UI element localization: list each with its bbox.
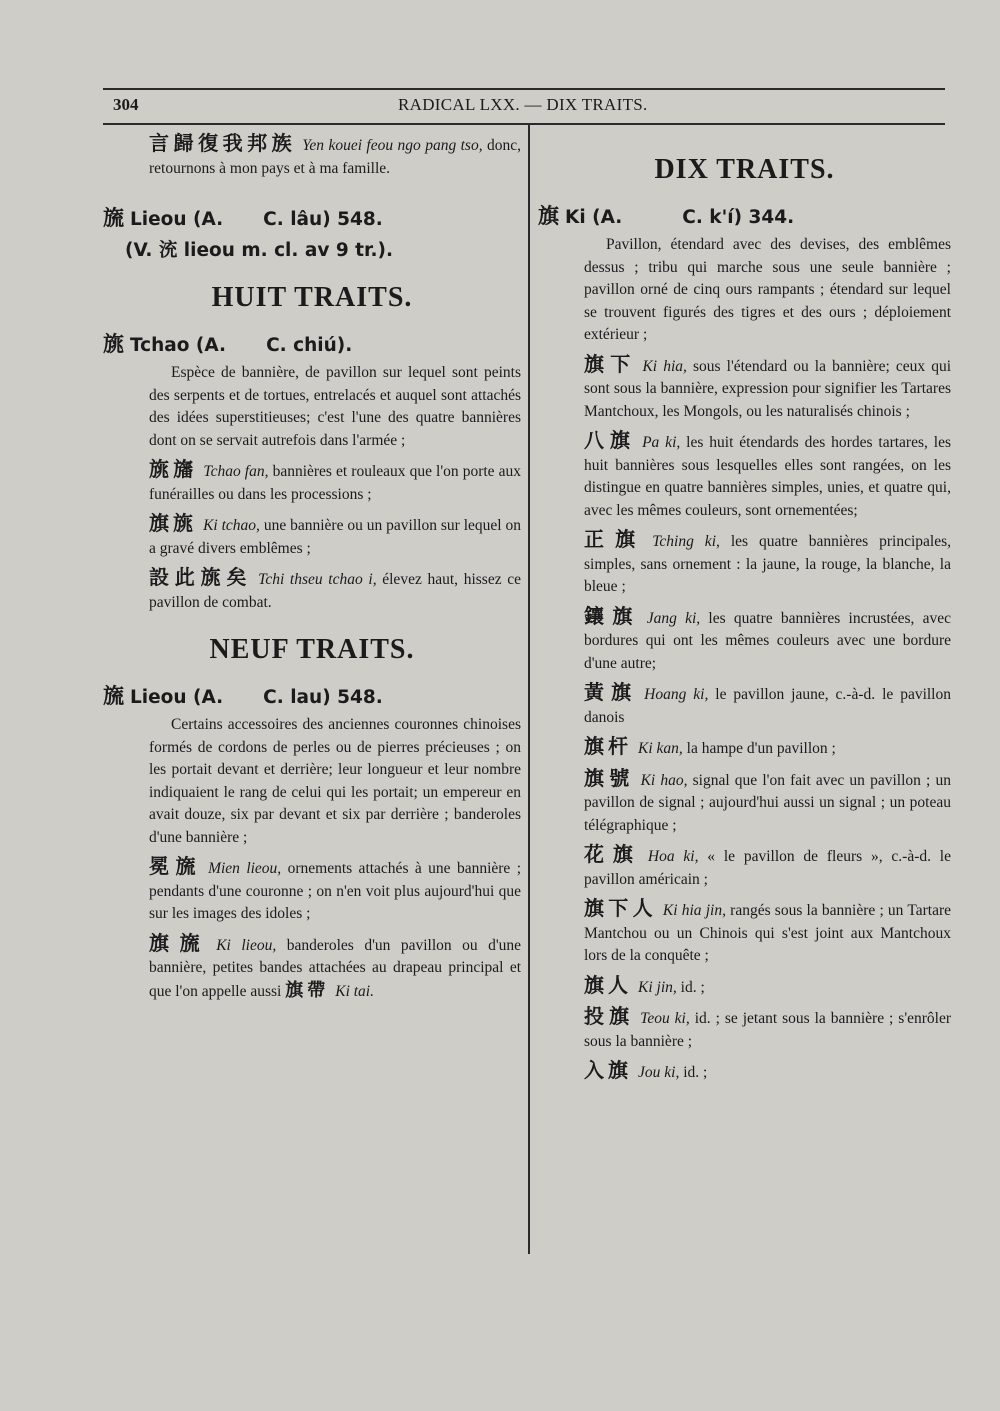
compound-entry bbox=[103, 458, 521, 506]
romanization: Yen kouei feou ngo pang tso, bbox=[302, 137, 483, 154]
definition: bannières et rouleaux que l'on porte aux funérailles ou dans les processions ; bbox=[149, 463, 522, 503]
cjk-term: 入旗 bbox=[584, 1058, 632, 1082]
definition: signal que l'on fait avec un pavillon ; un pavillon de signal ; aujourd'hui aussi un signal ; un poteau télégraphique ; bbox=[584, 771, 951, 834]
definition: banderoles d'un pavillon ou d'une bannière, petites bandes attachées au drapeau principal et que l'on appelle aussi bbox=[149, 936, 522, 1000]
cjk-headword: 旒 bbox=[103, 684, 124, 708]
cjk-term: 旗旐 bbox=[149, 511, 198, 535]
headword-reading: Lieou (A. bbox=[130, 687, 224, 708]
cjk-term: 旗帶 bbox=[285, 979, 330, 1001]
definition: id. ; se jetant sous la bannière ; s'enrôler sous la bannière ; bbox=[584, 1010, 951, 1050]
romanization: Ki jin, bbox=[638, 978, 677, 996]
cjk-headword: 旗 bbox=[538, 204, 559, 228]
romanization: Ki hia jin, bbox=[662, 902, 726, 919]
compound-entry bbox=[538, 605, 951, 676]
romanization: Hoa ki, bbox=[647, 848, 699, 865]
cjk-headword: 旐 bbox=[103, 332, 124, 356]
page-header bbox=[103, 92, 945, 122]
cjk-term: 旗下人 bbox=[584, 896, 657, 920]
definition: donc, retournons à mon pays et à ma famille. bbox=[149, 137, 521, 177]
cjk-headword: 旒 bbox=[103, 206, 124, 230]
cjk-term: 鑲旗 bbox=[584, 603, 641, 628]
romanization: Tchao fan, bbox=[203, 463, 269, 480]
compound-entry bbox=[538, 1059, 951, 1085]
cantonese-reading: C. lau) 548. bbox=[263, 687, 383, 708]
compound-entry bbox=[538, 353, 951, 424]
romanization: Jou ki, bbox=[638, 1064, 680, 1081]
headword-lieou-2 bbox=[103, 680, 521, 710]
romanization: Ki hia, bbox=[642, 357, 687, 375]
cantonese-reading: C. lâu) 548. bbox=[263, 209, 383, 230]
headword-reading: Tchao (A. bbox=[130, 335, 227, 356]
definition: une bannière ou un pavillon sur lequel on a gravé divers emblêmes ; bbox=[149, 517, 521, 557]
section-heading-dix: DIX TRAITS. bbox=[654, 154, 835, 185]
cjk-term: 旗人 bbox=[584, 972, 632, 997]
definition: la hampe d'un pavillon ; bbox=[682, 740, 836, 757]
compound-entry bbox=[538, 767, 951, 838]
headword-tchao bbox=[103, 328, 521, 358]
romanization: Ki tchao, bbox=[203, 517, 260, 534]
romanization: Jang ki, bbox=[646, 609, 701, 627]
section-heading-huit: HUIT TRAITS. bbox=[211, 282, 413, 313]
definition-ki: Pavillon, étendard avec des devises, des emblêmes dessus ; tribu qui marche sous une seule bannière ; pavillon orné de cinq ours rampants ; étendard sur lequel se trouvent figurés des tigres et des ours ; déploiement extérieur ; bbox=[584, 236, 951, 343]
cjk-term: 花旗 bbox=[584, 842, 642, 866]
headword-reading: Ki (A. bbox=[565, 207, 623, 228]
left-column bbox=[103, 132, 521, 1009]
running-head: RADICAL LXX. — DIX TRAITS. bbox=[398, 95, 648, 114]
romanization: Tchi thseu tchao i, bbox=[258, 571, 377, 588]
definition-tchao: Espèce de bannière, de pavillon sur lequel sont peints des serpents et de tortues, entrelacés et auquel sont attachés des idées superstitieuses; c'est l'une des quatre bannières dont on se servait autrefois dans l'armée ; bbox=[149, 364, 521, 449]
headword-reading: Lieou (A. bbox=[130, 209, 224, 230]
page-number: 304 bbox=[113, 95, 139, 114]
cjk-term: 旗杆 bbox=[584, 734, 632, 758]
definition: id. ; bbox=[676, 978, 705, 996]
definition: sous l'étendard ou la bannière; ceux qui sont sous la bannière, expression pour signifier les Tartares Mantchoux, les Mongols, ou les naturalisés chinois ; bbox=[584, 357, 952, 420]
romanization: Mien lieou, bbox=[208, 860, 282, 877]
compound-entry bbox=[538, 429, 951, 522]
compound-entry bbox=[538, 897, 951, 968]
cjk-term: 旗號 bbox=[584, 765, 635, 790]
definition: le pavillon jaune, c.-à-d. le pavillon danois bbox=[584, 686, 951, 726]
compound-entry bbox=[538, 735, 951, 761]
definition: id. ; bbox=[679, 1064, 708, 1081]
column-divider bbox=[528, 124, 530, 1254]
headword-lieou bbox=[103, 202, 521, 232]
variant-note: (V. 㳘 lieou m. cl. av 9 tr.). bbox=[125, 240, 394, 261]
definition: les huit étendards des hordes tartares, les huit bannières sous lesquelles elles sont rangées, on les distingue en quatre bannières simples, unies, et quatre qui, avec les mêmes couleurs, sont ornementées; bbox=[584, 434, 951, 519]
romanization: Teou ki, bbox=[640, 1010, 690, 1027]
definition: rangés sous la bannière ; un Tartare Mantchou ou un Chinois qui s'est joint aux Mantchoux lors de la conquête ; bbox=[584, 902, 951, 964]
cjk-term: 設此旐矣 bbox=[149, 565, 253, 589]
right-column bbox=[538, 132, 951, 1091]
romanization: Ki hao, bbox=[640, 771, 688, 789]
romanization: Pa ki, bbox=[642, 434, 681, 451]
definition: élevez haut, hissez ce pavillon de combat. bbox=[149, 571, 521, 611]
romanization: Tching ki, bbox=[652, 533, 720, 550]
headword-ki bbox=[538, 200, 951, 230]
compound-entry bbox=[538, 528, 951, 599]
compound-entry bbox=[538, 1005, 951, 1053]
cjk-term: 旗下 bbox=[584, 351, 637, 376]
compound-entry bbox=[538, 681, 951, 729]
cjk-term: 旗旒 bbox=[149, 930, 211, 955]
definition: les quatre bannières principales, simples, sans ornement : la jaune, la rouge, la blanche, la bleue ; bbox=[584, 533, 951, 595]
top-rule bbox=[103, 88, 945, 90]
header-rule bbox=[103, 123, 945, 125]
compound-entry bbox=[103, 932, 521, 1004]
cantonese-reading: C. k'í) 344. bbox=[682, 207, 795, 228]
cjk-term: 八旗 bbox=[584, 428, 637, 452]
compound-entry bbox=[103, 855, 521, 926]
cjk-term: 冕旒 bbox=[149, 854, 203, 878]
cjk-term: 黃旗 bbox=[584, 680, 639, 704]
romanization: Hoang ki, bbox=[644, 686, 709, 703]
cantonese-reading: C. chiú). bbox=[266, 335, 353, 356]
compound-entry bbox=[103, 512, 521, 560]
romanization: Ki kan, bbox=[638, 740, 683, 757]
cjk-term: 投旗 bbox=[584, 1004, 635, 1028]
section-heading-neuf: NEUF TRAITS. bbox=[209, 634, 415, 665]
cjk-term: 旐旛 bbox=[149, 457, 198, 481]
romanization: Ki lieou, bbox=[216, 936, 277, 954]
compound-entry bbox=[103, 566, 521, 614]
cjk-term: 言歸復我邦族 bbox=[149, 131, 297, 155]
entry-intro bbox=[103, 132, 521, 180]
romanization: Ki tai. bbox=[335, 982, 374, 1000]
cjk-term: 正旗 bbox=[584, 527, 647, 551]
definition: les quatre bannières incrustées, avec bordures qui ont les mêmes couleurs avec une bordure d'une autre; bbox=[584, 609, 951, 672]
compound-entry bbox=[538, 974, 951, 1000]
definition-lieou: Certains accessoires des anciennes couronnes chinoises formés de cordons de perles ou de pierres précieuses ; on les portait devant et derrière; leur longueur et leur nombre indiquaient le rang de celui qui les portait; un empereur en avait douze, six par devant et six par derrière ; banderoles d'une bannière ; bbox=[149, 716, 521, 846]
definition: ornements attachés à une bannière ; pendants d'une couronne ; on n'en voit plus aujourd'hui que sur les images des idoles ; bbox=[149, 860, 522, 922]
compound-entry bbox=[538, 843, 951, 891]
definition: « le pavillon de fleurs », c.-à-d. le pavillon américain ; bbox=[584, 848, 951, 888]
